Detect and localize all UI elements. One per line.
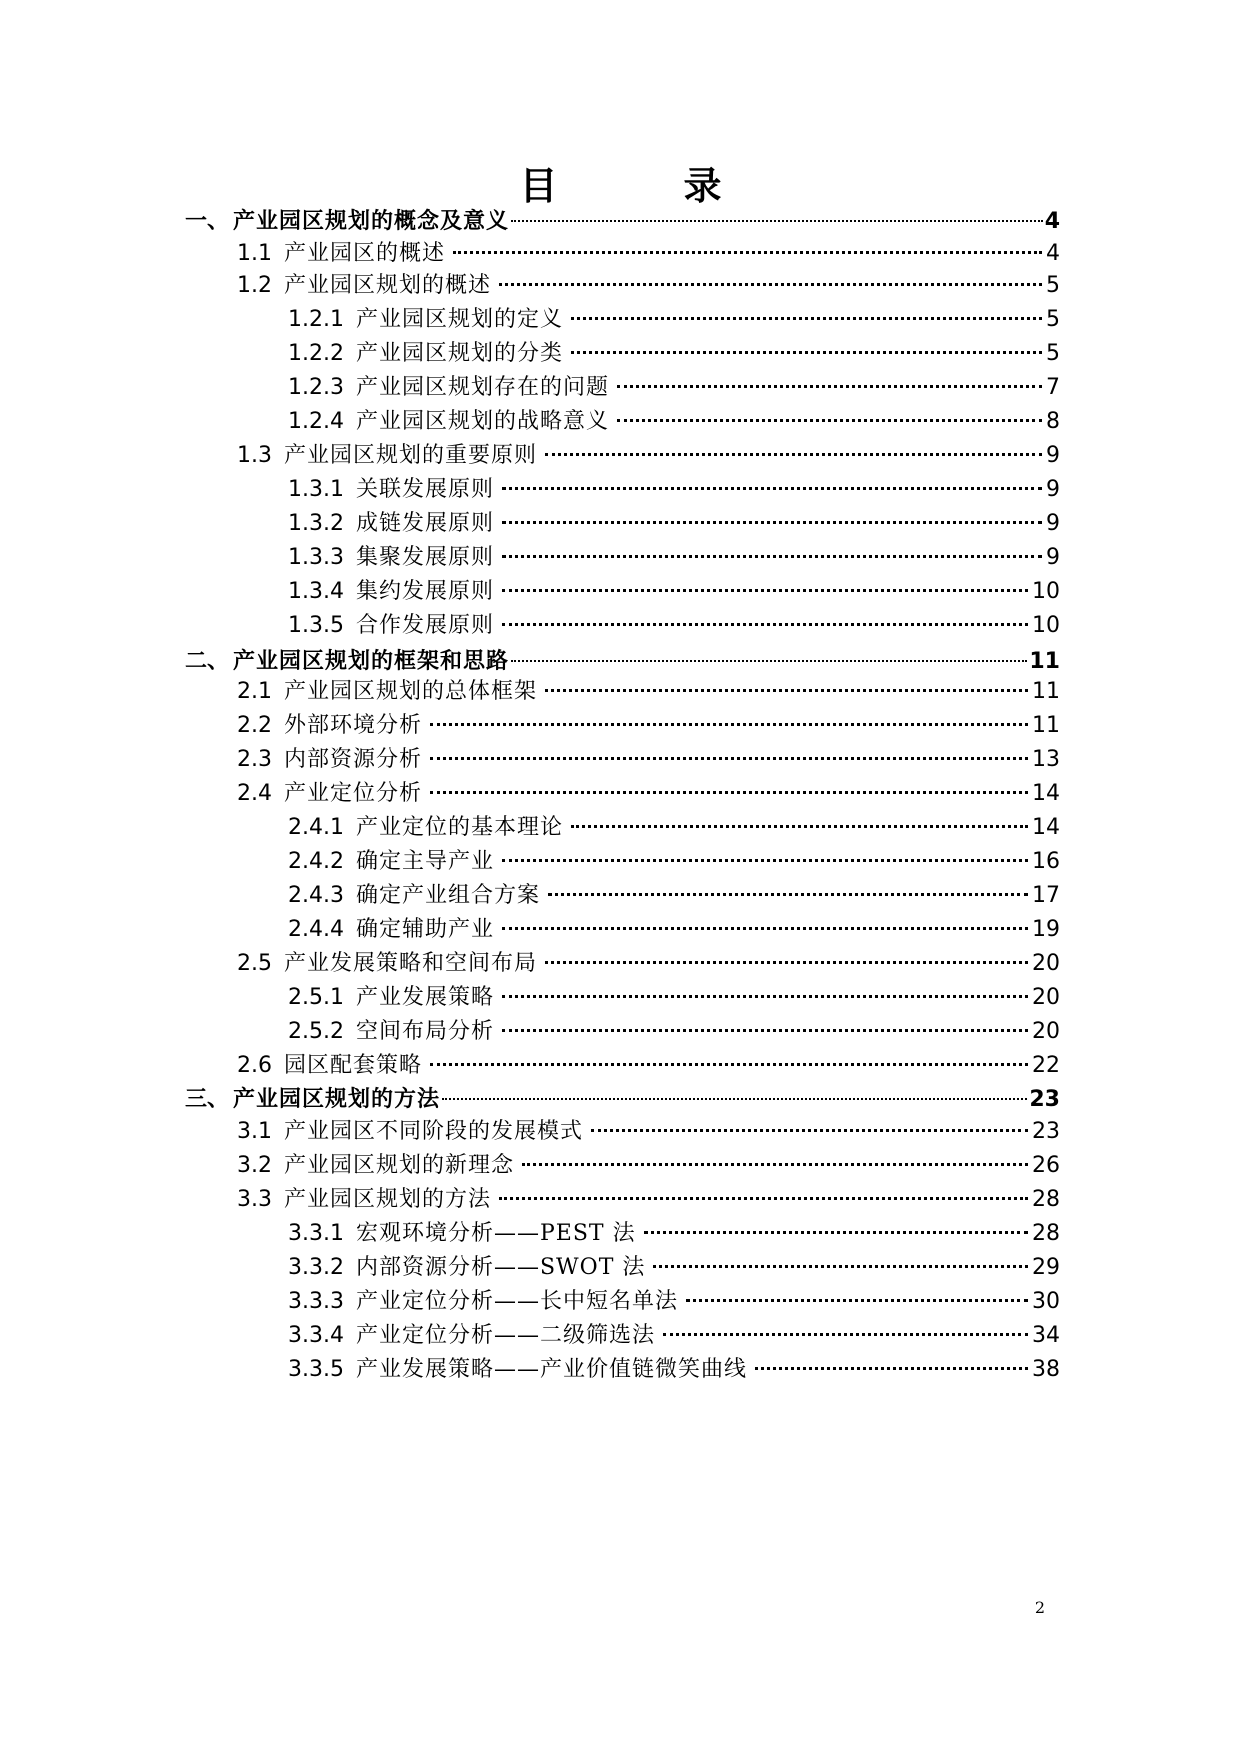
toc-entry-page: 11 <box>1032 679 1060 704</box>
toc-entry[interactable] <box>288 475 1060 505</box>
toc-entry-title: 确定辅助产业 <box>355 917 494 942</box>
page-number: 2 <box>1034 1598 1046 1617</box>
toc-entry-number: 二、 <box>185 649 230 674</box>
toc-entry-title: 产业园区规划的方法 <box>284 1187 492 1212</box>
toc-entry-page: 26 <box>1032 1153 1060 1178</box>
toc-entry-page: 10 <box>1032 613 1060 638</box>
toc-entry-page: 4 <box>1044 209 1060 234</box>
toc-entry-title: 成链发展原则 <box>355 511 494 536</box>
toc-entry-title: 集约发展原则 <box>355 579 494 604</box>
toc-entry[interactable] <box>237 239 1060 269</box>
toc-entry-page: 38 <box>1032 1357 1060 1382</box>
toc-entry-page: 28 <box>1032 1221 1060 1246</box>
toc-entry-title: 确定主导产业 <box>355 849 494 874</box>
toc-entry-number: 1.3.3 <box>288 545 344 570</box>
toc-entry[interactable] <box>237 949 1060 979</box>
toc-entry-number: 3.3.5 <box>288 1357 344 1382</box>
toc-entry[interactable] <box>237 677 1060 707</box>
toc-dot-leader <box>511 220 1043 222</box>
toc-entry[interactable] <box>288 983 1060 1013</box>
toc-entry-title: 内部资源分析 <box>284 747 423 772</box>
toc-entry[interactable] <box>237 1117 1060 1147</box>
toc-entry-title: 外部环境分析 <box>284 713 423 738</box>
toc-entry-number: 1.3 <box>237 443 272 468</box>
toc-entry-page: 14 <box>1032 781 1060 806</box>
toc-entry-page: 9 <box>1046 477 1060 502</box>
toc-entry-title: 产业园区规划的总体框架 <box>284 679 538 704</box>
toc-entry[interactable] <box>288 1253 1060 1283</box>
toc-entry-page: 11 <box>1029 649 1060 674</box>
toc-dot-leader <box>499 283 1042 286</box>
toc-entry[interactable] <box>237 1185 1060 1215</box>
toc-entry-number: 2.5 <box>237 951 272 976</box>
page-title: 目 录 <box>519 164 766 208</box>
toc-entry[interactable] <box>288 339 1060 369</box>
toc-entry-number: 3.2 <box>237 1153 272 1178</box>
toc-entry-page: 4 <box>1046 241 1060 266</box>
toc-entry-page: 34 <box>1032 1323 1060 1348</box>
toc-entry[interactable] <box>288 577 1060 607</box>
toc-dot-leader <box>502 521 1042 524</box>
toc-entry-number: 2.4.3 <box>288 883 344 908</box>
toc-dot-leader <box>617 419 1042 422</box>
toc-dot-leader <box>663 1333 1028 1336</box>
toc-entry[interactable] <box>288 1321 1060 1351</box>
toc-entry[interactable] <box>288 1219 1060 1249</box>
toc-entry-title: 产业园区不同阶段的发展模式 <box>284 1119 584 1144</box>
toc-entry-number: 2.4.4 <box>288 917 344 942</box>
toc-entry-number: 3.3.3 <box>288 1289 344 1314</box>
toc-dot-leader <box>571 825 1028 828</box>
toc-entry[interactable] <box>185 1085 1060 1115</box>
toc-entry[interactable] <box>237 779 1060 809</box>
toc-entry-page: 16 <box>1032 849 1060 874</box>
toc-entry-title: 内部资源分析——SWOT 法 <box>355 1255 646 1280</box>
toc-entry-title: 集聚发展原则 <box>355 545 494 570</box>
toc-entry-title: 确定产业组合方案 <box>355 883 540 908</box>
toc-entry-number: 3.3.4 <box>288 1323 344 1348</box>
toc-dot-leader <box>499 1197 1028 1200</box>
toc-entry-number: 2.3 <box>237 747 272 772</box>
toc-entry-number: 一、 <box>185 209 230 234</box>
toc-dot-leader <box>502 1029 1028 1032</box>
toc-entry-number: 2.2 <box>237 713 272 738</box>
toc-entry[interactable] <box>288 305 1060 335</box>
toc-entry-page: 11 <box>1032 713 1060 738</box>
toc-entry-number: 1.1 <box>237 241 272 266</box>
toc-entry-page: 20 <box>1032 1019 1060 1044</box>
toc-entry-title: 产业园区规划的定义 <box>355 307 563 332</box>
toc-dot-leader <box>502 555 1042 558</box>
toc-entry[interactable] <box>237 1051 1060 1081</box>
toc-entry-title: 园区配套策略 <box>284 1053 423 1078</box>
toc-entry-title: 产业定位分析 <box>284 781 423 806</box>
toc-entry-title: 产业园区规划的概念及意义 <box>233 209 510 234</box>
toc-entry-number: 3.3.1 <box>288 1221 344 1246</box>
toc-entry-title: 产业园区规划的新理念 <box>284 1153 515 1178</box>
toc-entry[interactable] <box>288 611 1060 641</box>
toc-entry-title: 产业定位分析——长中短名单法 <box>355 1289 678 1314</box>
toc-dot-leader <box>502 487 1042 490</box>
toc-dot-leader <box>502 589 1028 592</box>
toc-dot-leader <box>453 251 1042 254</box>
toc-entry-number: 2.5.1 <box>288 985 344 1010</box>
toc-entry-page: 22 <box>1032 1053 1060 1078</box>
toc-dot-leader <box>755 1367 1028 1370</box>
toc-entry-page: 9 <box>1046 443 1060 468</box>
toc-dot-leader <box>686 1299 1028 1302</box>
toc-entry-number: 1.2.4 <box>288 409 344 434</box>
toc-dot-leader <box>522 1163 1028 1166</box>
toc-entry-title: 产业发展策略 <box>355 985 494 1010</box>
toc-entry[interactable] <box>288 1017 1060 1047</box>
toc-entry-page: 9 <box>1046 511 1060 536</box>
toc-entry-page: 5 <box>1046 341 1060 366</box>
toc-entry-page: 20 <box>1032 985 1060 1010</box>
toc-entry[interactable] <box>237 711 1060 741</box>
toc-entry-page: 9 <box>1046 545 1060 570</box>
toc-entry-title: 产业园区规划存在的问题 <box>355 375 609 400</box>
toc-entry-title: 产业定位分析——二级筛选法 <box>355 1323 655 1348</box>
toc-entry-number: 2.4.2 <box>288 849 344 874</box>
toc-entry-number: 2.4.1 <box>288 815 344 840</box>
toc-entry[interactable] <box>288 543 1060 573</box>
toc-entry-number: 3.1 <box>237 1119 272 1144</box>
toc-entry-title: 空间布局分析 <box>355 1019 494 1044</box>
toc-entry-page: 5 <box>1046 273 1060 298</box>
toc-entry-number: 3.3 <box>237 1187 272 1212</box>
toc-entry-page: 7 <box>1046 375 1060 400</box>
toc-entry-page: 23 <box>1029 1087 1060 1112</box>
toc-entry-number: 2.6 <box>237 1053 272 1078</box>
toc-dot-leader <box>430 1063 1028 1066</box>
toc-dot-leader <box>502 623 1028 626</box>
toc-entry[interactable] <box>185 207 1060 237</box>
toc-entry[interactable] <box>237 441 1060 471</box>
toc-entry-number: 1.3.1 <box>288 477 344 502</box>
toc-entry-title: 产业园区规划的概述 <box>284 273 492 298</box>
toc-entry-page: 29 <box>1032 1255 1060 1280</box>
toc-entry-page: 8 <box>1046 409 1060 434</box>
toc-entry-title: 关联发展原则 <box>355 477 494 502</box>
toc-entry[interactable] <box>288 915 1060 945</box>
toc-entry[interactable] <box>288 407 1060 437</box>
toc-entry[interactable] <box>288 847 1060 877</box>
toc-entry[interactable] <box>288 373 1060 403</box>
toc-dot-leader <box>571 351 1042 354</box>
toc-entry-title: 产业园区规划的分类 <box>355 341 563 366</box>
toc-entry-number: 1.2.2 <box>288 341 344 366</box>
toc-entry[interactable] <box>288 813 1060 843</box>
toc-entry-page: 13 <box>1032 747 1060 772</box>
toc-entry-title: 宏观环境分析——PEST 法 <box>355 1221 636 1246</box>
toc-entry-title: 产业园区规划的框架和思路 <box>233 649 510 674</box>
toc-entry-page: 20 <box>1032 951 1060 976</box>
toc-entry-title: 产业园区规划的方法 <box>233 1087 441 1112</box>
toc-entry-page: 23 <box>1032 1119 1060 1144</box>
toc-entry-title: 合作发展原则 <box>355 613 494 638</box>
toc-entry-number: 1.2.1 <box>288 307 344 332</box>
toc-entry-page: 14 <box>1032 815 1060 840</box>
toc-entry-number: 1.3.4 <box>288 579 344 604</box>
toc-entry[interactable] <box>237 745 1060 775</box>
toc-dot-leader <box>653 1265 1028 1268</box>
toc-entry[interactable] <box>288 1287 1060 1317</box>
toc-entry-title: 产业园区的概述 <box>284 241 446 266</box>
toc-entry-number: 2.5.2 <box>288 1019 344 1044</box>
toc-entry[interactable] <box>185 647 1060 677</box>
toc-entry-page: 28 <box>1032 1187 1060 1212</box>
toc-entry-page: 17 <box>1032 883 1060 908</box>
toc-entry-page: 5 <box>1046 307 1060 332</box>
toc-entry[interactable] <box>237 1151 1060 1181</box>
toc-entry[interactable] <box>237 271 1060 301</box>
toc-entry-title: 产业发展策略和空间布局 <box>284 951 538 976</box>
toc-dot-leader <box>511 660 1027 662</box>
toc-dot-leader <box>548 893 1028 896</box>
toc-entry-title: 产业园区规划的战略意义 <box>355 409 609 434</box>
toc-entry-number: 1.3.5 <box>288 613 344 638</box>
toc-dot-leader <box>571 317 1042 320</box>
toc-dot-leader <box>442 1098 1027 1100</box>
toc-entry-number: 1.3.2 <box>288 511 344 536</box>
toc-dot-leader <box>502 859 1028 862</box>
toc-dot-leader <box>545 961 1028 964</box>
toc-entry-title: 产业园区规划的重要原则 <box>284 443 538 468</box>
toc-entry[interactable] <box>288 509 1060 539</box>
toc-dot-leader <box>545 453 1042 456</box>
toc-entry-number: 1.2.3 <box>288 375 344 400</box>
toc-dot-leader <box>502 995 1028 998</box>
toc-dot-leader <box>430 723 1028 726</box>
toc-dot-leader <box>617 385 1042 388</box>
toc-entry-title: 产业发展策略——产业价值链微笑曲线 <box>355 1357 747 1382</box>
toc-entry-number: 2.4 <box>237 781 272 806</box>
toc-dot-leader <box>545 689 1028 692</box>
toc-dot-leader <box>591 1129 1028 1132</box>
toc-entry-page: 19 <box>1032 917 1060 942</box>
toc-entry-number: 2.1 <box>237 679 272 704</box>
toc-entry-number: 3.3.2 <box>288 1255 344 1280</box>
toc-dot-leader <box>430 791 1028 794</box>
toc-entry[interactable] <box>288 881 1060 911</box>
toc-entry-page: 10 <box>1032 579 1060 604</box>
toc-entry-page: 30 <box>1032 1289 1060 1314</box>
toc-entry-title: 产业定位的基本理论 <box>355 815 563 840</box>
toc-entry-number: 三、 <box>185 1087 230 1112</box>
toc-entry-number: 1.2 <box>237 273 272 298</box>
toc-dot-leader <box>502 927 1028 930</box>
toc-dot-leader <box>430 757 1028 760</box>
toc-dot-leader <box>644 1231 1028 1234</box>
toc-entry[interactable] <box>288 1355 1060 1385</box>
